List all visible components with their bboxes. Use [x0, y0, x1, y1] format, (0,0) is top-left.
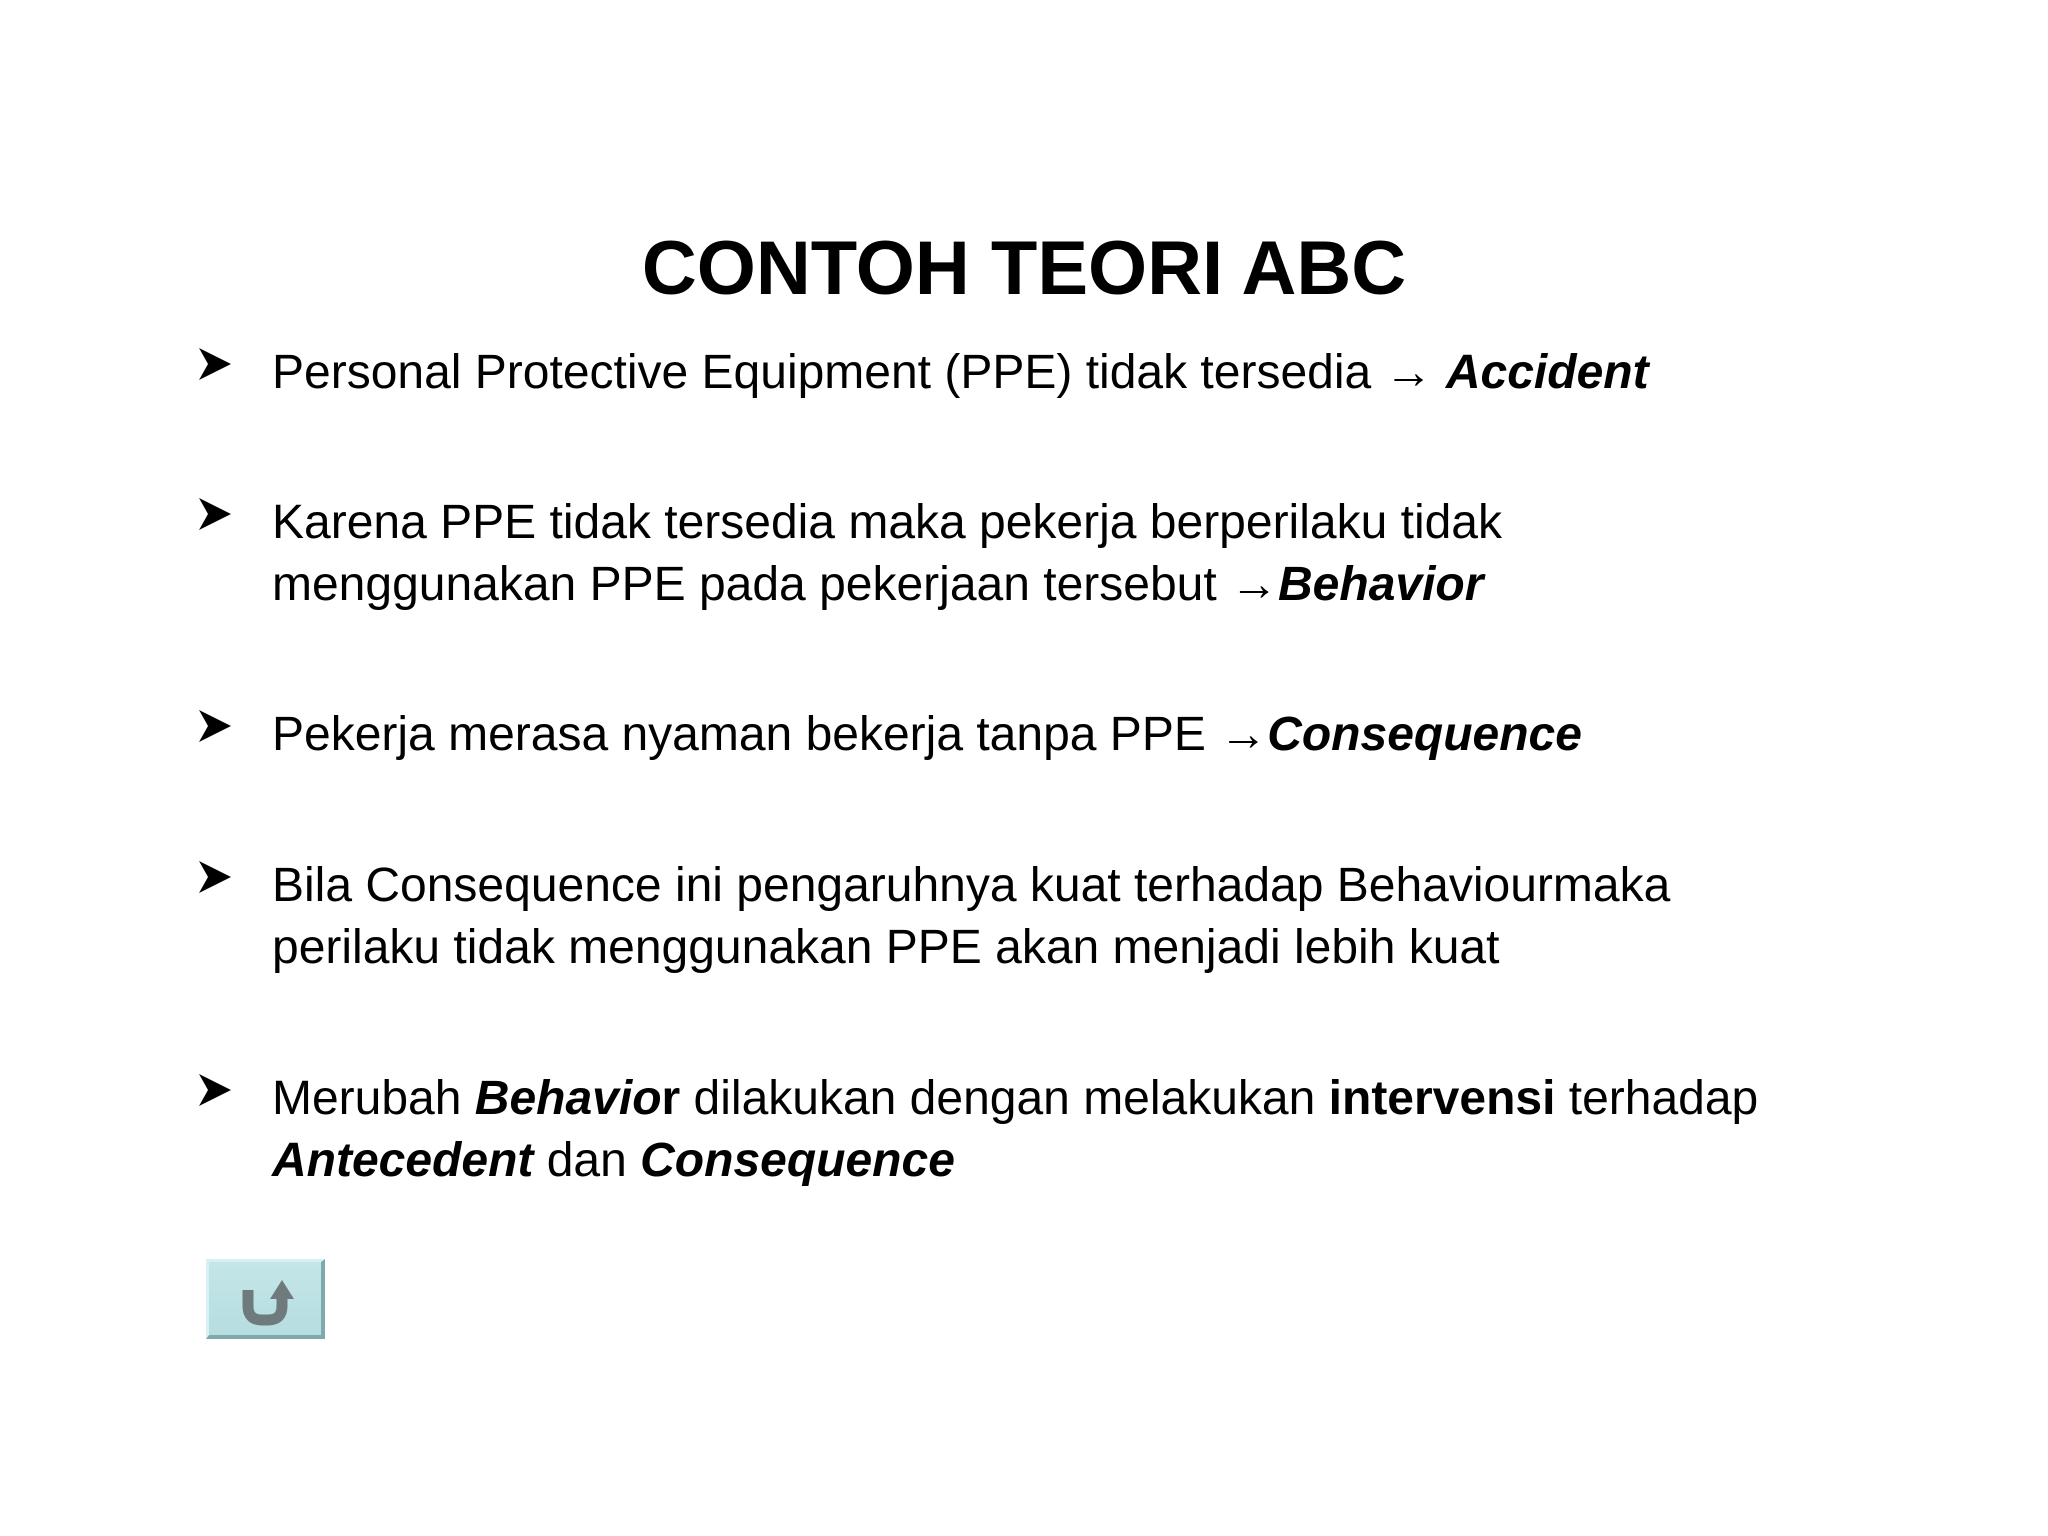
bullet-text-segment: Pekerja merasa nyaman bekerja tanpa PPE	[272, 708, 1220, 761]
slide-title: CONTOH TEORI ABC	[641, 226, 1407, 311]
arrowhead-bullet-icon	[195, 494, 235, 534]
bullet-text	[272, 492, 1892, 616]
bullet-text	[272, 704, 1892, 766]
keyword-accident: Accident	[1445, 346, 1649, 399]
keyword-behavior-end: r	[661, 1072, 681, 1125]
bullet-text	[272, 855, 1892, 979]
back-button[interactable]	[206, 1259, 325, 1339]
right-arrow-icon: →	[1230, 558, 1279, 611]
bullet-text-segment: Merubah	[272, 1072, 475, 1125]
bullet-text-segment: dan	[533, 1134, 641, 1187]
bullet-text-line: perilaku tidak menggunakan PPE akan menjadi lebih kuat	[272, 921, 1500, 974]
bullet-text-segment: menggunakan PPE pada pekerjaan tersebut	[272, 558, 1231, 611]
keyword-intervensi: intervensi	[1328, 1072, 1556, 1125]
keyword-consequence: Consequence	[1267, 708, 1582, 761]
right-arrow-icon: →	[1219, 708, 1268, 761]
bullet-text	[272, 1068, 1892, 1192]
right-arrow-icon: →	[1384, 346, 1446, 399]
arrowhead-bullet-icon	[195, 857, 235, 897]
bullet-text-line: Bila Consequence ini pengaruhnya kuat terhadap Behaviourmaka	[272, 859, 1671, 912]
bullet-text-segment: terhadap	[1555, 1072, 1759, 1125]
arrowhead-bullet-icon	[195, 344, 235, 384]
bullet-text-line: Karena PPE tidak tersedia maka pekerja berperilaku tidak	[272, 496, 1502, 549]
bullet-text-segment: Personal Protective Equipment (PPE) tidak tersedia	[272, 346, 1385, 399]
u-turn-arrow-icon	[238, 1274, 296, 1326]
arrowhead-bullet-icon	[195, 706, 235, 746]
bullet-text	[272, 342, 1892, 404]
keyword-antecedent: Antecedent	[272, 1134, 534, 1187]
keyword-behavior: Behavior	[1278, 558, 1484, 611]
arrowhead-bullet-icon	[195, 1070, 235, 1110]
keyword-consequence: Consequence	[640, 1134, 955, 1187]
keyword-behavior: Behavio	[474, 1072, 662, 1125]
bullet-text-segment: dilakukan dengan melakukan	[680, 1072, 1329, 1125]
